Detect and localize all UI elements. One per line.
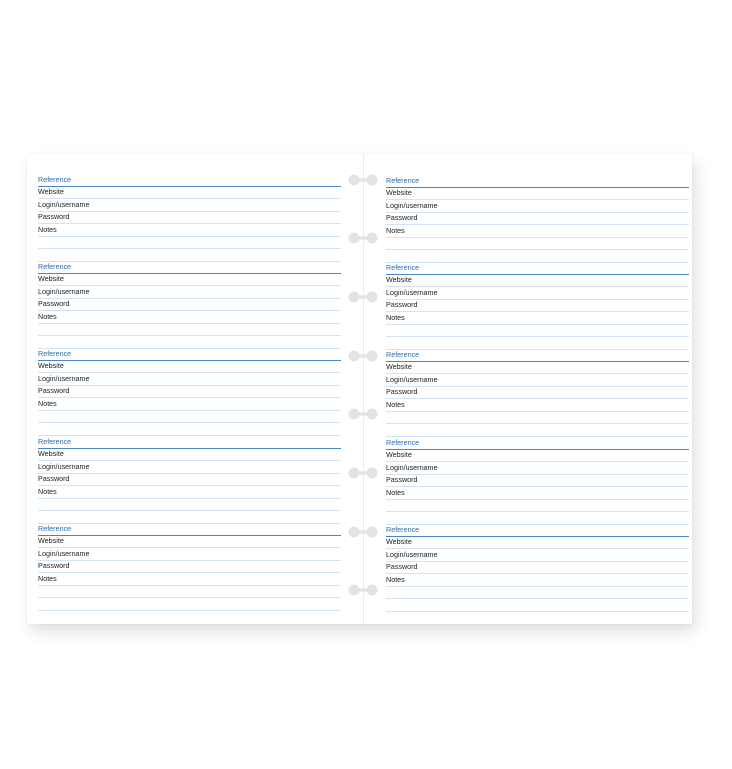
password-row <box>38 561 341 574</box>
ring-hole-icon <box>347 526 379 538</box>
password-label: Password <box>386 475 418 484</box>
reference-row <box>38 436 341 449</box>
website-row <box>38 274 341 287</box>
password-entry <box>38 436 341 524</box>
reference-row <box>386 262 689 275</box>
notes-label: Notes <box>38 224 57 234</box>
notes-label: Notes <box>386 225 405 235</box>
login-row <box>38 199 341 212</box>
ring-hole-icon <box>347 408 379 420</box>
website-label: Website <box>38 361 64 370</box>
website-label: Website <box>38 449 64 458</box>
writing-line <box>38 237 341 250</box>
notes-label: Notes <box>386 399 405 409</box>
login-row <box>38 548 341 561</box>
notes-row <box>386 225 689 238</box>
password-row <box>38 474 341 487</box>
reference-label: Reference <box>38 174 72 184</box>
login-label: Login/username <box>38 373 90 383</box>
left-page <box>27 154 364 624</box>
reference-label: Reference <box>38 348 72 358</box>
website-row <box>386 362 689 375</box>
website-row <box>386 537 689 550</box>
login-row <box>38 373 341 386</box>
notes-row <box>386 312 689 325</box>
notes-row <box>38 573 341 586</box>
reference-row <box>38 523 341 536</box>
notes-row <box>386 399 689 412</box>
password-entry <box>38 174 341 262</box>
website-row <box>386 275 689 288</box>
reference-label: Reference <box>386 349 420 359</box>
ring-hole-icon <box>347 584 379 596</box>
reference-label: Reference <box>386 262 420 272</box>
website-label: Website <box>386 537 412 546</box>
notes-row <box>386 574 689 587</box>
ring-hole-icon <box>347 291 379 303</box>
writing-line <box>38 336 341 349</box>
password-label: Password <box>38 561 70 570</box>
writing-line <box>386 337 689 350</box>
reference-row <box>38 174 341 187</box>
password-entry <box>386 175 689 263</box>
website-row <box>386 450 689 463</box>
notes-label: Notes <box>386 574 405 584</box>
password-row <box>386 300 689 313</box>
writing-line <box>386 238 689 251</box>
login-label: Login/username <box>386 200 438 210</box>
writing-line <box>38 598 341 611</box>
password-row <box>386 562 689 575</box>
right-page <box>364 154 692 624</box>
planner-spread <box>27 154 692 624</box>
notes-row <box>386 487 689 500</box>
ring-hole-icon <box>347 350 379 362</box>
login-row <box>38 286 341 299</box>
password-label: Password <box>38 386 70 395</box>
password-label: Password <box>386 562 418 571</box>
login-label: Login/username <box>386 549 438 559</box>
reference-row <box>386 437 689 450</box>
website-row <box>38 449 341 462</box>
password-label: Password <box>38 474 70 483</box>
notes-row <box>38 311 341 324</box>
password-label: Password <box>386 300 418 309</box>
reference-label: Reference <box>386 175 420 185</box>
password-entry <box>38 261 341 349</box>
notes-label: Notes <box>38 486 57 496</box>
website-label: Website <box>386 188 412 197</box>
writing-line <box>38 423 341 436</box>
notes-label: Notes <box>38 311 57 321</box>
password-row <box>38 386 341 399</box>
notes-label: Notes <box>38 573 57 583</box>
login-label: Login/username <box>386 374 438 384</box>
writing-line <box>386 599 689 612</box>
notes-label: Notes <box>386 487 405 497</box>
writing-line <box>386 412 689 425</box>
reference-row <box>386 349 689 362</box>
writing-line <box>386 500 689 513</box>
login-row <box>386 462 689 475</box>
writing-line <box>38 324 341 337</box>
writing-line <box>386 424 689 437</box>
login-label: Login/username <box>38 199 90 209</box>
login-row <box>386 287 689 300</box>
reference-label: Reference <box>38 436 72 446</box>
login-row <box>386 200 689 213</box>
reference-label: Reference <box>38 523 72 533</box>
notes-label: Notes <box>386 312 405 322</box>
password-entry <box>386 437 689 525</box>
password-row <box>38 299 341 312</box>
login-label: Login/username <box>38 548 90 558</box>
password-label: Password <box>386 213 418 222</box>
writing-line <box>38 499 341 512</box>
password-row <box>38 212 341 225</box>
password-entry <box>38 523 341 611</box>
writing-line <box>38 411 341 424</box>
reference-row <box>38 261 341 274</box>
reference-label: Reference <box>386 437 420 447</box>
writing-line <box>386 512 689 525</box>
password-label: Password <box>38 299 70 308</box>
website-row <box>38 361 341 374</box>
reference-label: Reference <box>38 261 72 271</box>
notes-label: Notes <box>38 398 57 408</box>
password-entry <box>386 262 689 350</box>
website-row <box>38 187 341 200</box>
reference-row <box>386 524 689 537</box>
writing-line <box>386 587 689 600</box>
website-label: Website <box>386 450 412 459</box>
login-row <box>38 461 341 474</box>
writing-line <box>386 250 689 263</box>
password-row <box>386 387 689 400</box>
ring-hole-icon <box>347 174 379 186</box>
login-label: Login/username <box>386 462 438 472</box>
login-label: Login/username <box>38 286 90 296</box>
password-row <box>386 213 689 226</box>
reference-row <box>386 175 689 188</box>
reference-label: Reference <box>386 524 420 534</box>
website-label: Website <box>38 274 64 283</box>
website-label: Website <box>386 362 412 371</box>
writing-line <box>38 511 341 524</box>
notes-row <box>38 224 341 237</box>
website-label: Website <box>38 187 64 196</box>
notes-row <box>38 486 341 499</box>
writing-line <box>38 249 341 262</box>
website-row <box>38 536 341 549</box>
password-entry <box>386 349 689 437</box>
website-label: Website <box>38 536 64 545</box>
notes-row <box>38 398 341 411</box>
password-entry <box>386 524 689 612</box>
login-row <box>386 374 689 387</box>
password-label: Password <box>386 387 418 396</box>
reference-row <box>38 348 341 361</box>
ring-hole-icon <box>347 467 379 479</box>
website-row <box>386 188 689 201</box>
writing-line <box>38 586 341 599</box>
password-row <box>386 475 689 488</box>
login-label: Login/username <box>38 461 90 471</box>
password-label: Password <box>38 212 70 221</box>
writing-line <box>386 325 689 338</box>
login-label: Login/username <box>386 287 438 297</box>
login-row <box>386 549 689 562</box>
ring-hole-icon <box>347 232 379 244</box>
password-entry <box>38 348 341 436</box>
website-label: Website <box>386 275 412 284</box>
